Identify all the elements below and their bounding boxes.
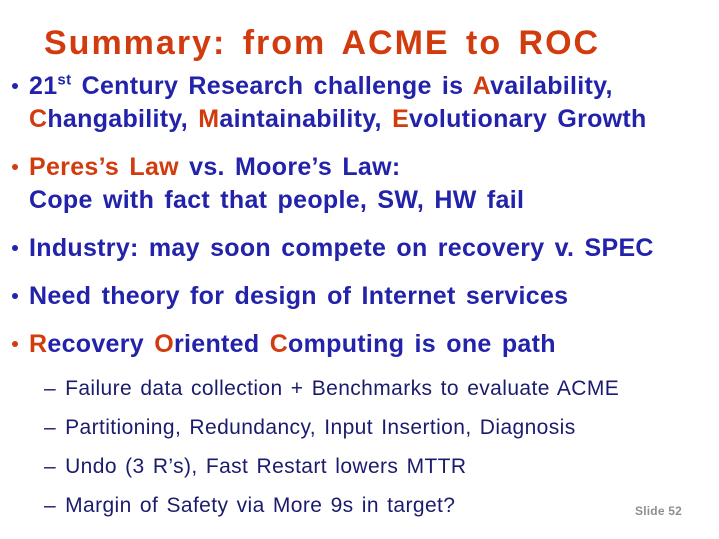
text-segment: O [154, 330, 174, 358]
sub-bullet-item [44, 415, 719, 441]
text-segment: volutionary Growth [409, 105, 647, 133]
bullet-text [29, 328, 556, 361]
bullet-dot-icon [12, 341, 18, 347]
text-segment: A [472, 72, 491, 100]
bullet-line [29, 184, 524, 217]
slide-number: Slide 52 [635, 504, 682, 518]
bullet-item [10, 280, 719, 313]
sub-bullet-label: Failure data collection + Benchmarks to evaluate ACME [65, 377, 620, 400]
text-segment: E [392, 105, 410, 133]
bullet-item [10, 328, 719, 361]
bullet-line [29, 151, 524, 184]
bullet-dot-icon [12, 164, 18, 170]
text-segment: vailability, [490, 72, 613, 100]
text-segment: vs. Moore’s Law: [178, 153, 401, 181]
sub-bullet-list [44, 376, 719, 519]
sub-bullet-item [44, 493, 719, 519]
text-segment: Cope with fact that people, SW, HW fail [29, 186, 525, 214]
text-segment: C [269, 330, 289, 358]
sub-bullet-item [44, 454, 719, 480]
text-segment: Peres’s Law [29, 153, 179, 181]
bullet-text [29, 280, 568, 313]
text-segment: C [29, 105, 48, 133]
bullet-text [29, 232, 654, 265]
dash-icon: – [44, 377, 57, 400]
text-segment: st [57, 71, 72, 89]
text-segment: aintainability, [219, 105, 393, 133]
dash-icon: – [44, 455, 57, 478]
bullet-dot-icon [12, 293, 18, 299]
bullet-item [10, 70, 719, 136]
sub-bullet-label: Partitioning, Redundancy, Input Insertion, Diagnosis [65, 416, 576, 439]
bullet-line [29, 103, 647, 136]
text-segment: Industry: may soon compete on recovery v. SPEC [29, 234, 654, 262]
text-segment: Century Research challenge is [71, 72, 473, 100]
bullet-text [29, 151, 524, 217]
bullet-list [0, 70, 719, 361]
sub-bullet-label: Undo (3 R’s), Fast Restart lowers MTTR [65, 455, 467, 478]
text-segment: M [198, 105, 220, 133]
bullet-dot-icon [12, 245, 18, 251]
text-segment: ecovery [47, 330, 155, 358]
bullet-text [29, 70, 647, 136]
text-segment: hangability, [47, 105, 199, 133]
bullet-item [10, 232, 719, 265]
bullet-line [29, 232, 654, 265]
text-segment: Need theory for design of Internet services [29, 282, 569, 310]
text-segment: R [29, 330, 48, 358]
bullet-line [29, 328, 556, 361]
slide-title: Summary: from ACME to ROC [44, 24, 601, 62]
text-segment: omputing is one path [288, 330, 556, 358]
dash-icon: – [44, 494, 57, 517]
bullet-item [10, 151, 719, 217]
bullet-line [29, 280, 568, 313]
text-segment: riented [173, 330, 270, 358]
bullet-dot-icon [12, 83, 18, 89]
dash-icon: – [44, 416, 57, 439]
bullet-line [29, 70, 647, 103]
text-segment: 21 [29, 72, 58, 100]
sub-bullet-label: Margin of Safety via More 9s in target? [65, 494, 456, 517]
sub-bullet-item [44, 376, 719, 402]
